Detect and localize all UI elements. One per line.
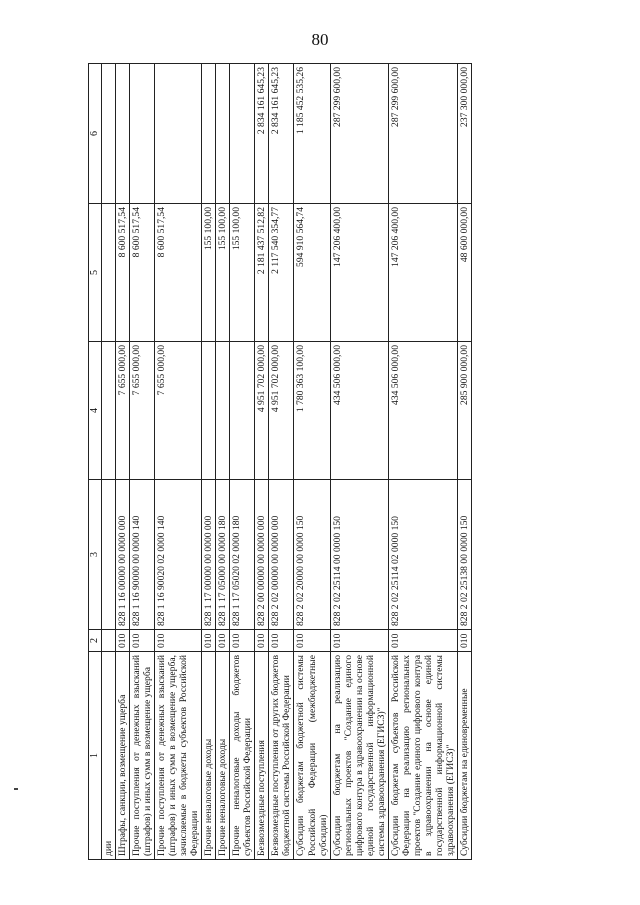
cell-description: дии <box>102 652 116 860</box>
cell-line-code <box>102 630 116 652</box>
column-header-3: 3 <box>89 480 102 630</box>
cell-unexecuted-amount: 2 834 161 645,23 <box>255 64 269 204</box>
cell-executed-amount: 2 117 540 354,77 <box>269 204 294 342</box>
cell-budget-classification-code: 828 1 16 00000 00 0000 000 <box>116 480 130 630</box>
cell-budget-classification-code: 828 1 17 05020 02 0000 180 <box>230 480 255 630</box>
table-row <box>330 64 388 860</box>
table-row <box>216 64 230 860</box>
table-body <box>102 64 472 860</box>
table-row <box>230 64 255 860</box>
cell-budget-classification-code: 828 2 02 20000 00 0000 150 <box>294 480 330 630</box>
cell-unexecuted-amount <box>216 64 230 204</box>
table-row <box>255 64 269 860</box>
table-row <box>269 64 294 860</box>
cell-unexecuted-amount <box>102 64 116 204</box>
cell-description: Субсидии бюджетам субъектов Российской Федерации на реализацию региональных проектов "Создание единого цифрового контура в здравоохранении на основе единой государственной информационной системы здравоохранения (ЕГИСЗ)" <box>388 652 457 860</box>
cell-unexecuted-amount: 2 834 161 645,23 <box>269 64 294 204</box>
cell-description: Штрафы, санкции, возмещение ущерба <box>116 652 130 860</box>
cell-approved-amount: 7 655 000,00 <box>155 342 202 480</box>
table-row <box>102 64 116 860</box>
cell-unexecuted-amount <box>130 64 155 204</box>
cell-budget-classification-code: 828 1 17 05000 00 0000 180 <box>216 480 230 630</box>
cell-budget-classification-code: 828 2 02 00000 00 0000 000 <box>269 480 294 630</box>
cell-line-code: 010 <box>216 630 230 652</box>
cell-executed-amount: 155 100,00 <box>230 204 255 342</box>
cell-unexecuted-amount: 1 185 452 535,26 <box>294 64 330 204</box>
cell-budget-classification-code <box>102 480 116 630</box>
cell-approved-amount: 285 900 000,00 <box>457 342 471 480</box>
cell-executed-amount: 2 181 437 512,82 <box>255 204 269 342</box>
cell-description: Прочие неналоговые доходы <box>216 652 230 860</box>
cell-unexecuted-amount <box>230 64 255 204</box>
cell-unexecuted-amount <box>202 64 216 204</box>
cell-budget-classification-code: 828 2 02 25114 02 0000 150 <box>388 480 457 630</box>
table-header-row <box>89 64 102 860</box>
cell-approved-amount <box>102 342 116 480</box>
cell-approved-amount: 4 951 702 000,00 <box>255 342 269 480</box>
cell-line-code: 010 <box>116 630 130 652</box>
cell-approved-amount <box>230 342 255 480</box>
cell-executed-amount: 594 910 564,74 <box>294 204 330 342</box>
cell-line-code: 010 <box>294 630 330 652</box>
table-row <box>457 64 471 860</box>
budget-table-container <box>88 64 586 860</box>
column-header-6: 6 <box>89 64 102 204</box>
cell-budget-classification-code: 828 2 02 25114 00 0000 150 <box>330 480 388 630</box>
cell-executed-amount: 147 206 400,00 <box>388 204 457 342</box>
table-row <box>388 64 457 860</box>
cell-executed-amount: 8 600 517,54 <box>116 204 130 342</box>
cell-line-code: 010 <box>255 630 269 652</box>
cell-line-code: 010 <box>269 630 294 652</box>
cell-description: Прочие поступления от денежных взысканий (штрафов) и иных сумм в возмещение ущерба <box>130 652 155 860</box>
cell-budget-classification-code: 828 1 16 90000 00 0000 140 <box>130 480 155 630</box>
cell-approved-amount: 434 506 000,00 <box>330 342 388 480</box>
cell-unexecuted-amount: 287 299 600,00 <box>330 64 388 204</box>
table-row <box>202 64 216 860</box>
cell-executed-amount: 155 100,00 <box>216 204 230 342</box>
table-row <box>130 64 155 860</box>
cell-approved-amount: 434 506 000,00 <box>388 342 457 480</box>
cell-executed-amount: 8 600 517,54 <box>155 204 202 342</box>
cell-description: Субсидии бюджетам на реализацию региональных проектов "Создание единого цифрового контура в здравоохранении на основе единой государственной информационной системы здравоохранения (ЕГИСЗ)" <box>330 652 388 860</box>
page-number: 80 <box>311 30 329 49</box>
cell-line-code: 010 <box>130 630 155 652</box>
cell-unexecuted-amount: 237 300 000,00 <box>457 64 471 204</box>
cell-budget-classification-code: 828 2 00 00000 00 0000 000 <box>255 480 269 630</box>
table-row <box>294 64 330 860</box>
cell-description: Субсидии бюджетам на единовременные <box>457 652 471 860</box>
table-row <box>155 64 202 860</box>
cell-executed-amount <box>102 204 116 342</box>
cell-unexecuted-amount: 287 299 600,00 <box>388 64 457 204</box>
cell-approved-amount <box>202 342 216 480</box>
cell-executed-amount: 147 206 400,00 <box>330 204 388 342</box>
table-rotation-wrapper <box>88 64 586 860</box>
cell-description: Субсидии бюджетам бюджетной системы Российской Федерации (межбюджетные субсидии) <box>294 652 330 860</box>
cell-description: Прочие поступления от денежных взысканий (штрафов) и иных сумм в возмещение ущерба, зачисляемые в бюджеты субъектов Российской Федерации <box>155 652 202 860</box>
cell-line-code: 010 <box>202 630 216 652</box>
table-row <box>116 64 130 860</box>
cell-line-code: 010 <box>457 630 471 652</box>
column-header-5: 5 <box>89 204 102 342</box>
cell-budget-classification-code: 828 1 17 00000 00 0000 000 <box>202 480 216 630</box>
cell-executed-amount: 48 600 000,00 <box>457 204 471 342</box>
cell-approved-amount: 1 780 363 100,00 <box>294 342 330 480</box>
cell-approved-amount: 7 655 000,00 <box>130 342 155 480</box>
cell-unexecuted-amount <box>155 64 202 204</box>
cell-approved-amount: 7 655 000,00 <box>116 342 130 480</box>
column-header-2: 2 <box>89 630 102 652</box>
margin-mark <box>14 788 18 790</box>
cell-executed-amount: 8 600 517,54 <box>130 204 155 342</box>
cell-line-code: 010 <box>388 630 457 652</box>
cell-description: Прочие неналоговые доходы <box>202 652 216 860</box>
cell-approved-amount: 4 951 702 000,00 <box>269 342 294 480</box>
cell-budget-classification-code: 828 2 02 25138 00 0000 150 <box>457 480 471 630</box>
cell-line-code: 010 <box>155 630 202 652</box>
cell-description: Безвозмездные поступления <box>255 652 269 860</box>
column-header-4: 4 <box>89 342 102 480</box>
cell-executed-amount: 155 100,00 <box>202 204 216 342</box>
cell-line-code: 010 <box>330 630 388 652</box>
budget-table <box>88 63 472 860</box>
cell-unexecuted-amount <box>116 64 130 204</box>
cell-description: Безвозмездные поступления от других бюджетов бюджетной системы Российской Федерации <box>269 652 294 860</box>
cell-description: Прочие неналоговые доходы бюджетов субъектов Российской Федерации <box>230 652 255 860</box>
cell-approved-amount <box>216 342 230 480</box>
cell-line-code: 010 <box>230 630 255 652</box>
cell-budget-classification-code: 828 1 16 90020 02 0000 140 <box>155 480 202 630</box>
column-header-1: 1 <box>89 652 102 860</box>
